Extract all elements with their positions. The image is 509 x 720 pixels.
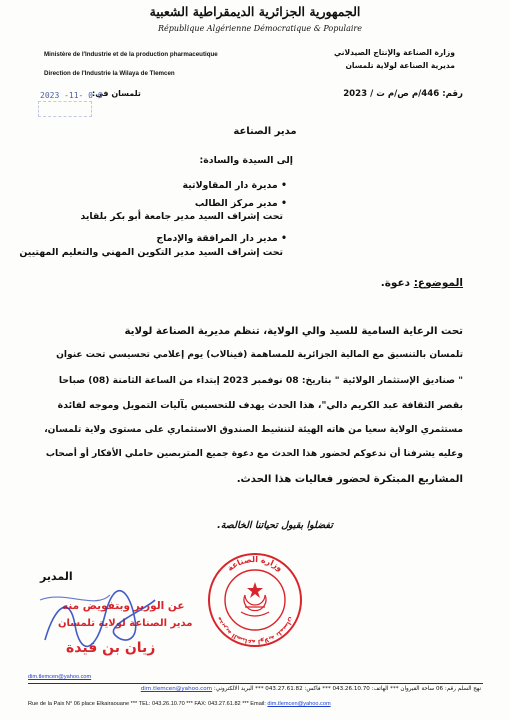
footer-address-arabic: نهج السلم رقم: 06 ساحة القيروان *** الهاتف: 043.26.10.70 *** فاكس: 043.27.61.82 *** البريد الالكتروني: <box>213 686 481 692</box>
body-line-4: بقصر الثقافة عبد الكريم دالي"، هذا الحدث يهدف للتحسيس بآليات التمويل وموجه لفائدة <box>57 400 463 411</box>
body-line-2: تلمسان بالتنسيق مع المالية الجزائرية للمساهمة (فينالاب) يوم إعلامي تحسيسي تحت عنوان <box>56 350 463 360</box>
sender-title: مدير الصناعة <box>233 126 297 137</box>
body-line-5: مستثمري الولاية سعيا من هاته الهيئة لتنشيط الصندوق الاستثماري على مستوى ولاية تلمسان، <box>44 425 463 435</box>
republic-french: République Algérienne Démocratique & Populaire <box>158 24 362 33</box>
date-stamp: 2023 -11- 0 6 <box>40 91 103 100</box>
footer-email-french[interactable]: dim.tlemcen@yahoo.com <box>267 701 331 707</box>
round-stamp-bottom-text: مديرية الصناعة لولاية تلمسان <box>215 615 295 646</box>
footer-divider <box>28 683 483 684</box>
footer-address-french: Rue de la Paix N° 06 place Elkairaouane *** TEL: 043.26.10.70 *** FAX: 043.27.61.82 *** Email: <box>28 701 266 707</box>
recipient-1: • مديرة دار المقاولاتية <box>183 180 287 191</box>
recipient-3-supervision: تحت إشراف السيد مدير التكوين المهني والتعليم المهتيين <box>19 247 283 258</box>
footer-email-arabic[interactable]: dim.tlemcen@yahoo.com <box>140 686 213 692</box>
handwritten-signature <box>35 585 165 660</box>
closing-line: تفضلوا بقبول تحياتنا الخالصة. <box>217 520 333 531</box>
recipient-2: • مدير مركز الطالب <box>195 198 287 209</box>
signature-stamp-name: زيان بن قيدة <box>66 640 156 656</box>
body-line-6: وعليه يشرفنا أن ندعوكم لحضور هذا الحدث مع دعوة جميع المتربصين حاملي الأفكار أو أصحاب <box>45 449 463 459</box>
date-label: تلمسان في: <box>92 89 141 98</box>
subject-label: الموضوع: <box>413 277 463 289</box>
recipient-3: • مدير دار المرافقة والإدماج <box>156 233 287 244</box>
signature-stamp-line2: مدير الصناعة لولاية تلمسان <box>58 618 193 629</box>
republic-arabic: الجمهورية الجزائرية الديمقراطية الشعبية <box>149 4 361 19</box>
reference-number: رقم: 446/م ص/م ت / 2023 <box>343 89 463 99</box>
body-line-1: تحت الرعاية السامية للسيد والي الولاية، تنظم مديرية الصناعة لولاية <box>124 326 463 337</box>
signature-title: المدير <box>40 570 73 583</box>
ministry-arabic: وزارة الصناعة والإنتاج الصيدلاني <box>333 48 455 57</box>
subject-value: دعوة. <box>380 277 411 289</box>
signature-stamp-line1: عن الوزير وبتفويض منه <box>62 600 185 612</box>
ministry-french: Ministère de l'Industrie et de la production pharmaceutique <box>44 51 218 58</box>
body-line-3: " صناديق الإستثمار الولائية " بتاريخ: 08 نوفمبر 2023 إبتداء من الساعة الثامنة (08) صباحا <box>58 375 463 386</box>
direction-french: Direction de l'Industrie la Wilaya de Tlemcen <box>44 70 175 77</box>
footer-email-left[interactable]: dim.tlemcen@yahoo.com <box>28 674 92 680</box>
official-round-stamp <box>205 550 305 650</box>
date-stamp-frame <box>38 101 92 117</box>
emblem-icon <box>241 582 269 616</box>
round-stamp-top-text: وزارة الصناعة <box>225 554 285 573</box>
recipient-2-supervision: تحت إشراف السيد مدير جامعة أبو بكر بلقايد <box>80 211 283 222</box>
recipients-intro: إلى السيدة والسادة: <box>199 155 293 166</box>
body-line-7: المشاريع المبتكرة لحضور فعاليات هذا الحدث. <box>236 474 463 485</box>
direction-arabic: مديرية الصناعة لولاية تلمسان <box>345 61 455 70</box>
